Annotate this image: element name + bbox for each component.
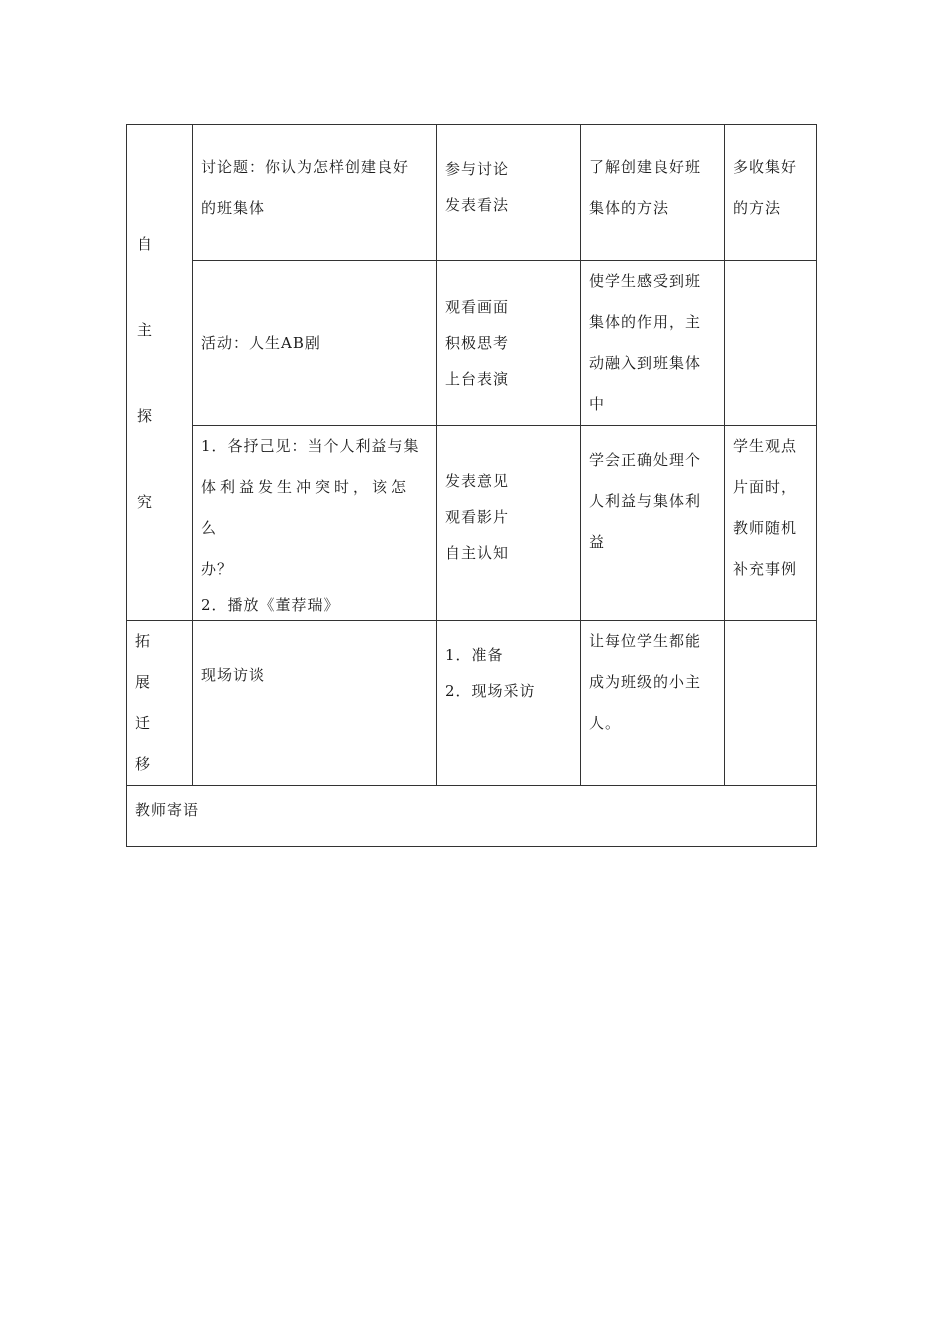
table-row [127,125,817,261]
cell-line: 了解创建良好班 [589,158,702,176]
section-label-line: 拓展 [135,632,165,691]
section-label-line: 迁移 [135,714,165,773]
note-cell [725,621,817,786]
cell-line: 补充事例 [733,560,798,578]
cell-line: 观看影片 [445,508,510,526]
section-label-char: 探 [137,406,154,425]
note-cell [725,261,817,426]
student-activity-cell [437,426,581,621]
cell-line: 发表看法 [445,196,510,214]
section-label-char: 主 [137,320,154,339]
cell-line: 学生观点 [733,437,798,455]
cell-line: 集体的作用，主 [589,313,702,331]
cell-line: 现场访谈 [201,666,266,684]
table-row [127,786,817,847]
student-activity-cell [437,621,581,786]
table-row [127,426,817,621]
cell-line: 学会正确处理个 [589,451,702,469]
cell-line: 上台表演 [445,370,510,388]
section-label-zizhu-tanjiu [127,125,193,621]
goal-cell [581,621,725,786]
cell-line: 片面时， [733,478,798,496]
cell-line: 动融入到班集体 [589,354,702,372]
cell-line: 2．播放《董荐瑞》 [201,596,340,614]
cell-line: 自主认知 [445,544,510,562]
lesson-plan-table [126,124,817,847]
table-row [127,621,817,786]
content-cell [193,621,437,786]
note-cell [725,125,817,261]
cell-line: 成为班级的小主 [589,673,702,691]
cell-line: 讨论题：你认为怎样创建良好 [201,158,410,176]
cell-line: 让每位学生都能 [589,632,702,650]
cell-line: 的班集体 [201,199,266,217]
content-cell [193,125,437,261]
cell-line: 办？ [201,560,234,578]
cell-line: 活动：人生AB剧 [201,334,321,352]
note-cell [725,426,817,621]
goal-cell [581,426,725,621]
student-activity-cell [437,125,581,261]
cell-line: 集体的方法 [589,199,670,217]
section-label-char: 自 [137,234,154,253]
student-activity-cell [437,261,581,426]
cell-line: 参与讨论 [445,160,510,178]
cell-line: 的方法 [733,199,782,217]
cell-line: 观看画面 [445,298,510,316]
cell-line: 中 [589,395,606,413]
cell-line: 人利益与集体利 [589,492,702,510]
cell-line: 积极思考 [445,334,510,352]
content-cell [193,426,437,621]
cell-line: 发表意见 [445,472,510,490]
cell-line: 2．现场采访 [445,682,536,700]
teacher-words-cell [127,786,817,847]
cell-line: 1．准备 [445,646,504,664]
section-label-char: 究 [137,492,154,511]
section-label-tuozhan-qianyi [127,621,193,786]
cell-line: 益 [589,533,606,551]
cell-line: 多收集好 [733,158,798,176]
content-cell [193,261,437,426]
goal-cell [581,125,725,261]
cell-line: 1．各抒己见：当个人利益与集 [201,437,420,455]
cell-line: 人。 [589,714,622,732]
cell-line: 教师随机 [733,519,798,537]
cell-line: 使学生感受到班 [589,272,702,290]
goal-cell [581,261,725,426]
teacher-words-label: 教师寄语 [135,801,200,819]
table-row [127,261,817,426]
cell-line: 体利益发生冲突时，该怎么 [201,478,411,537]
